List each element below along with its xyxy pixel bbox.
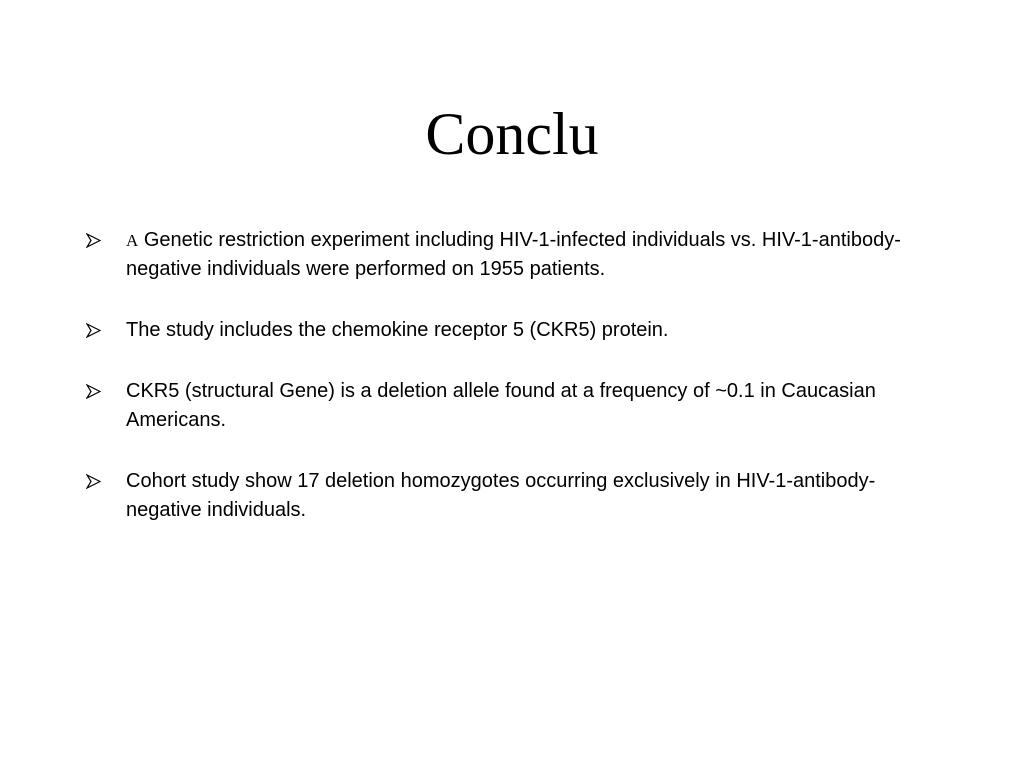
arrowhead-bullet-icon [86,316,106,345]
bullet-item [86,226,926,284]
bullet-text: Genetic restriction experiment including HIV-1-infected individuals vs. HIV-1-antibody-negative individuals were performed on 1955 patients. [126,229,901,280]
bullet-text: CKR5 (structural Gene) is a deletion allele found at a frequency of ~0.1 in Caucasian Americans. [126,380,876,431]
arrowhead-bullet-icon [86,377,106,406]
bullet-text: The study includes the chemokine receptor 5 (CKR5) protein. [126,319,669,341]
arrowhead-bullet-icon [86,467,106,496]
arrowhead-bullet-icon [86,226,106,255]
bullet-lead-letter: A [126,231,139,250]
bullet-item [86,377,926,435]
bullet-text: Cohort study show 17 deletion homozygotes occurring exclusively in HIV-1-antibody-negative individuals. [126,470,876,521]
bullet-list [86,226,926,557]
bullet-item [86,316,926,345]
slide-title: Conclu [425,101,599,167]
bullet-item [86,467,926,525]
